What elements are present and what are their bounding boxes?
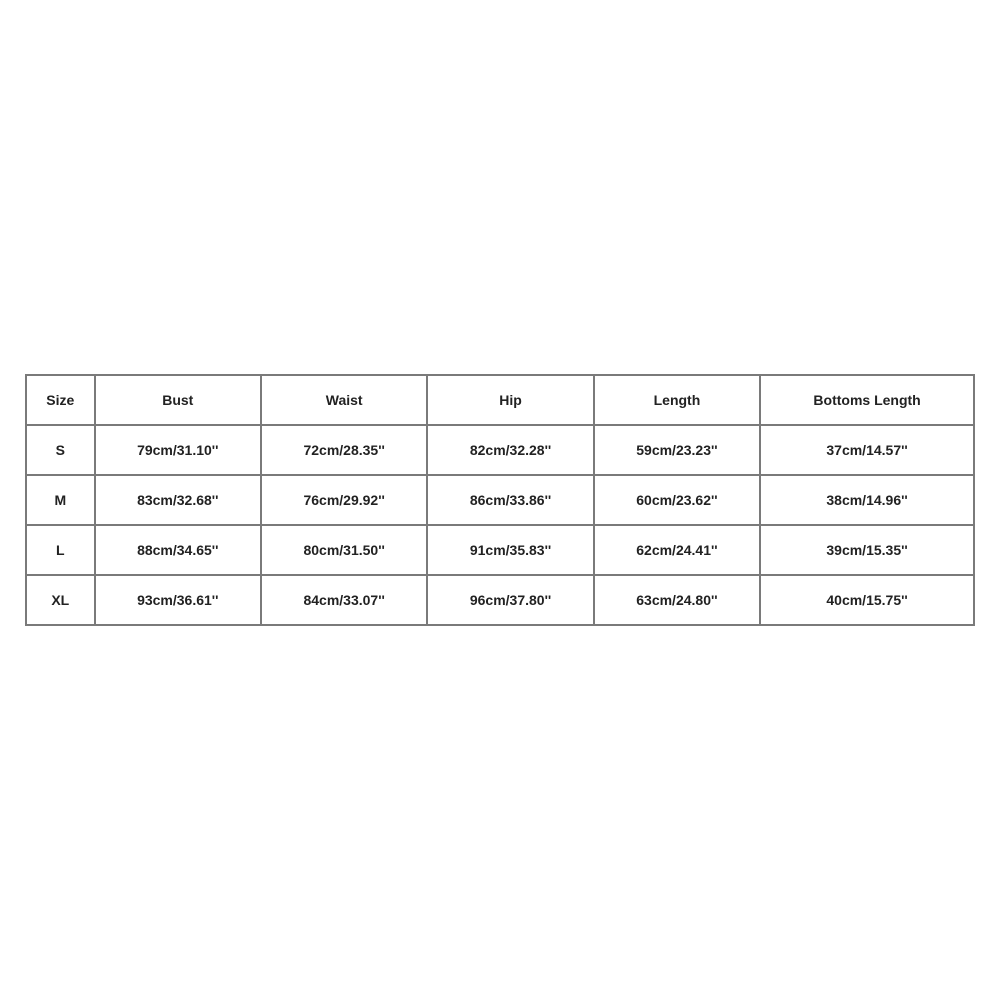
cell-waist: 76cm/29.92'' <box>261 475 427 525</box>
cell-bust: 83cm/32.68'' <box>95 475 261 525</box>
cell-size: XL <box>26 575 95 625</box>
cell-length: 62cm/24.41'' <box>594 525 760 575</box>
cell-bottoms-length: 37cm/14.57'' <box>760 425 974 475</box>
cell-length: 63cm/24.80'' <box>594 575 760 625</box>
table-row <box>26 475 974 525</box>
cell-bottoms-length: 39cm/15.35'' <box>760 525 974 575</box>
cell-length: 59cm/23.23'' <box>594 425 760 475</box>
table-row <box>26 575 974 625</box>
size-chart-table <box>25 374 975 626</box>
table-row <box>26 425 974 475</box>
header-bottoms-length: Bottoms Length <box>760 375 974 425</box>
cell-waist: 72cm/28.35'' <box>261 425 427 475</box>
header-size: Size <box>26 375 95 425</box>
header-bust: Bust <box>95 375 261 425</box>
cell-hip: 96cm/37.80'' <box>427 575 593 625</box>
header-hip: Hip <box>427 375 593 425</box>
cell-size: L <box>26 525 95 575</box>
cell-bottoms-length: 38cm/14.96'' <box>760 475 974 525</box>
cell-size: M <box>26 475 95 525</box>
cell-waist: 80cm/31.50'' <box>261 525 427 575</box>
cell-hip: 86cm/33.86'' <box>427 475 593 525</box>
cell-length: 60cm/23.62'' <box>594 475 760 525</box>
cell-bust: 88cm/34.65'' <box>95 525 261 575</box>
table-row <box>26 525 974 575</box>
cell-hip: 82cm/32.28'' <box>427 425 593 475</box>
header-length: Length <box>594 375 760 425</box>
table-header-row <box>26 375 974 425</box>
cell-bottoms-length: 40cm/15.75'' <box>760 575 974 625</box>
cell-size: S <box>26 425 95 475</box>
cell-bust: 79cm/31.10'' <box>95 425 261 475</box>
header-waist: Waist <box>261 375 427 425</box>
cell-bust: 93cm/36.61'' <box>95 575 261 625</box>
cell-hip: 91cm/35.83'' <box>427 525 593 575</box>
cell-waist: 84cm/33.07'' <box>261 575 427 625</box>
